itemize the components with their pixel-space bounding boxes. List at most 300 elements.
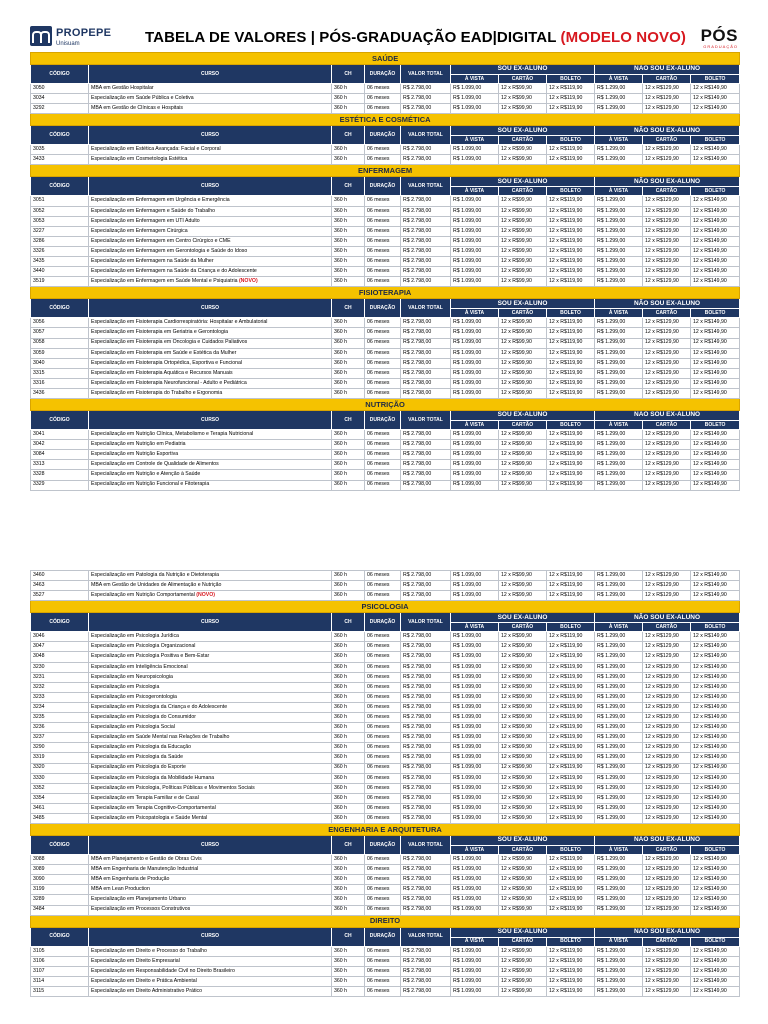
price-ex-cartao: 12 x R$99,90 (499, 388, 547, 398)
course-code: 3114 (31, 976, 89, 986)
price-ch: 360 h (332, 855, 365, 865)
table-row (31, 328, 740, 338)
price-ex-vista: R$ 1.099,00 (451, 378, 499, 388)
table-row (31, 450, 740, 460)
col-cartao: CARTÃO (643, 421, 691, 430)
price-ch: 360 h (332, 773, 365, 783)
section-header (31, 915, 740, 927)
price-ex-boleto: 12 x R$119,90 (547, 733, 595, 743)
col-boleto: BOLETO (691, 136, 740, 145)
price-nao-vista: R$ 1.299,00 (595, 388, 643, 398)
course-name-text: Especialização em Fisioterapia do Trabalho e Ergonomia (91, 389, 223, 396)
course-name (89, 905, 332, 915)
propepe-logo (30, 24, 111, 47)
price-nao-boleto: 12 x R$149,90 (691, 692, 740, 702)
section-title: NUTRIÇÃO (31, 399, 740, 411)
price-duracao: 06 meses (365, 702, 401, 712)
course-name-text: Especialização em Planejamento Urbano (91, 896, 186, 903)
price-ch: 360 h (332, 318, 365, 328)
price-valor-total: R$ 2.798,00 (401, 753, 451, 763)
price-ex-vista: R$ 1.099,00 (451, 855, 499, 865)
section-header (31, 114, 740, 126)
price-ex-boleto: 12 x R$119,90 (547, 450, 595, 460)
price-nao-vista: R$ 1.299,00 (595, 206, 643, 216)
price-ex-boleto: 12 x R$119,90 (547, 895, 595, 905)
price-nao-vista: R$ 1.299,00 (595, 783, 643, 793)
price-ex-vista: R$ 1.099,00 (451, 480, 499, 490)
course-name (89, 642, 332, 652)
course-name (89, 277, 332, 287)
price-valor-total: R$ 2.798,00 (401, 743, 451, 753)
price-nao-boleto: 12 x R$149,90 (691, 571, 740, 581)
price-nao-vista: R$ 1.299,00 (595, 318, 643, 328)
table-row (31, 682, 740, 692)
course-code: 3056 (31, 318, 89, 328)
price-valor-total: R$ 2.798,00 (401, 338, 451, 348)
price-ch: 360 h (332, 257, 365, 267)
price-ex-cartao: 12 x R$99,90 (499, 946, 547, 956)
price-nao-vista: R$ 1.299,00 (595, 226, 643, 236)
table-row (31, 855, 740, 865)
price-valor-total: R$ 2.798,00 (401, 885, 451, 895)
course-code: 3433 (31, 155, 89, 165)
price-ex-cartao: 12 x R$99,90 (499, 430, 547, 440)
price-ex-cartao: 12 x R$99,90 (499, 855, 547, 865)
price-nao-vista: R$ 1.299,00 (595, 581, 643, 591)
course-code: 3485 (31, 813, 89, 823)
col-group-sou-ex-aluno: SOU EX-ALUNO (451, 65, 595, 75)
table-row (31, 803, 740, 813)
price-ex-cartao: 12 x R$99,90 (499, 257, 547, 267)
price-ex-cartao: 12 x R$99,90 (499, 753, 547, 763)
column-header-row (31, 299, 740, 309)
price-ex-cartao: 12 x R$99,90 (499, 318, 547, 328)
price-ex-boleto: 12 x R$119,90 (547, 855, 595, 865)
table-row (31, 905, 740, 915)
price-duracao: 06 meses (365, 713, 401, 723)
course-code: 3234 (31, 702, 89, 712)
price-ch: 360 h (332, 571, 365, 581)
price-ex-cartao: 12 x R$99,90 (499, 196, 547, 206)
course-name-text: MBA em Gestão Hospitalar (91, 84, 154, 91)
col-group-nao-sou-ex-aluno: NÃO SOU EX-ALUNO (595, 299, 740, 309)
price-ex-boleto: 12 x R$119,90 (547, 652, 595, 662)
price-duracao: 06 meses (365, 905, 401, 915)
price-nao-vista: R$ 1.299,00 (595, 246, 643, 256)
course-code: 3059 (31, 348, 89, 358)
price-duracao: 06 meses (365, 966, 401, 976)
table-row (31, 470, 740, 480)
price-nao-boleto: 12 x R$149,90 (691, 206, 740, 216)
price-nao-cartao: 12 x R$129,90 (643, 206, 691, 216)
price-ex-boleto: 12 x R$119,90 (547, 470, 595, 480)
course-code: 3460 (31, 571, 89, 581)
price-ch: 360 h (332, 662, 365, 672)
course-name (89, 246, 332, 256)
col-codigo: CÓDIGO (31, 299, 89, 318)
table-row (31, 94, 740, 104)
price-ex-vista: R$ 1.099,00 (451, 581, 499, 591)
price-nao-cartao: 12 x R$129,90 (643, 763, 691, 773)
price-ex-cartao: 12 x R$99,90 (499, 875, 547, 885)
price-duracao: 06 meses (365, 956, 401, 966)
price-ex-vista: R$ 1.099,00 (451, 348, 499, 358)
price-nao-cartao: 12 x R$129,90 (643, 895, 691, 905)
table-row (31, 692, 740, 702)
price-ex-boleto: 12 x R$119,90 (547, 642, 595, 652)
course-name-text: Especialização em Nutrição Esportiva (91, 451, 179, 458)
course-code: 3235 (31, 713, 89, 723)
pos-logo-sub: GRADUAÇÃO (703, 44, 738, 49)
price-nao-vista: R$ 1.299,00 (595, 440, 643, 450)
course-name-text: Especialização em Controle de Qualidade de Alimentos (91, 461, 219, 468)
price-ex-vista: R$ 1.099,00 (451, 236, 499, 246)
price-ch: 360 h (332, 632, 365, 642)
price-nao-cartao: 12 x R$129,90 (643, 216, 691, 226)
price-duracao: 06 meses (365, 803, 401, 813)
course-name-text: Especialização em Enfermagem Cirúrgica (91, 227, 188, 234)
price-ex-cartao: 12 x R$99,90 (499, 581, 547, 591)
price-duracao: 06 meses (365, 104, 401, 114)
price-ch: 360 h (332, 145, 365, 155)
price-ex-boleto: 12 x R$119,90 (547, 987, 595, 997)
price-ex-cartao: 12 x R$99,90 (499, 328, 547, 338)
course-name-text: MBA em Gestão de Unidades de Alimentação e Nutrição (91, 582, 222, 589)
course-code: 3484 (31, 905, 89, 915)
col-cartao: CARTÃO (643, 75, 691, 84)
col-a-vista: À VISTA (451, 136, 499, 145)
price-ex-boleto: 12 x R$119,90 (547, 591, 595, 601)
price-nao-cartao: 12 x R$129,90 (643, 318, 691, 328)
price-ch: 360 h (332, 763, 365, 773)
price-duracao: 06 meses (365, 591, 401, 601)
col-valor-total: VALOR TOTAL (401, 411, 451, 430)
course-code: 3440 (31, 267, 89, 277)
price-ex-boleto: 12 x R$119,90 (547, 267, 595, 277)
table-row (31, 430, 740, 440)
col-valor-total: VALOR TOTAL (401, 65, 451, 84)
course-name-text: Especialização em Psicologia da Mobilidade Humana (91, 774, 215, 781)
course-code: 3232 (31, 682, 89, 692)
col-group-nao-sou-ex-aluno: NÃO SOU EX-ALUNO (595, 65, 740, 75)
price-ch: 360 h (332, 976, 365, 986)
price-nao-boleto: 12 x R$149,90 (691, 480, 740, 490)
price-nao-boleto: 12 x R$149,90 (691, 733, 740, 743)
col-a-vista: À VISTA (595, 309, 643, 318)
price-nao-cartao: 12 x R$129,90 (643, 246, 691, 256)
price-nao-cartao: 12 x R$129,90 (643, 875, 691, 885)
col-cartao: CARTÃO (499, 937, 547, 946)
table-row (31, 793, 740, 803)
course-name (89, 692, 332, 702)
price-valor-total: R$ 2.798,00 (401, 783, 451, 793)
col-curso: CURSO (89, 613, 332, 632)
price-ch: 360 h (332, 652, 365, 662)
price-ex-vista: R$ 1.099,00 (451, 368, 499, 378)
price-ex-boleto: 12 x R$119,90 (547, 793, 595, 803)
price-ex-vista: R$ 1.099,00 (451, 753, 499, 763)
price-nao-cartao: 12 x R$129,90 (643, 987, 691, 997)
price-nao-vista: R$ 1.299,00 (595, 956, 643, 966)
price-nao-cartao: 12 x R$129,90 (643, 277, 691, 287)
price-nao-vista: R$ 1.299,00 (595, 682, 643, 692)
price-nao-vista: R$ 1.299,00 (595, 813, 643, 823)
price-nao-cartao: 12 x R$129,90 (643, 743, 691, 753)
col-a-vista: À VISTA (595, 846, 643, 855)
price-valor-total: R$ 2.798,00 (401, 632, 451, 642)
price-ex-vista: R$ 1.099,00 (451, 571, 499, 581)
col-group-nao-sou-ex-aluno: NÃO SOU EX-ALUNO (595, 613, 740, 623)
table-row (31, 773, 740, 783)
price-ex-cartao: 12 x R$99,90 (499, 226, 547, 236)
price-nao-boleto: 12 x R$149,90 (691, 470, 740, 480)
price-nao-boleto: 12 x R$149,90 (691, 388, 740, 398)
course-code: 3519 (31, 277, 89, 287)
table-row (31, 743, 740, 753)
section-title: SAÚDE (31, 53, 740, 65)
price-duracao: 06 meses (365, 277, 401, 287)
price-nao-boleto: 12 x R$149,90 (691, 976, 740, 986)
price-nao-cartao: 12 x R$129,90 (643, 236, 691, 246)
price-nao-boleto: 12 x R$149,90 (691, 723, 740, 733)
price-nao-boleto: 12 x R$149,90 (691, 226, 740, 236)
course-name-text: Especialização em Enfermagem em UTI Adulto (91, 217, 200, 224)
price-nao-vista: R$ 1.299,00 (595, 652, 643, 662)
column-header-row (31, 65, 740, 75)
price-valor-total: R$ 2.798,00 (401, 855, 451, 865)
course-code: 3105 (31, 946, 89, 956)
price-ex-vista: R$ 1.099,00 (451, 206, 499, 216)
price-ch: 360 h (332, 895, 365, 905)
table-row (31, 672, 740, 682)
table-row (31, 956, 740, 966)
price-duracao: 06 meses (365, 358, 401, 368)
table-row (31, 480, 740, 490)
price-nao-cartao: 12 x R$129,90 (643, 672, 691, 682)
price-valor-total: R$ 2.798,00 (401, 763, 451, 773)
price-duracao: 06 meses (365, 257, 401, 267)
price-duracao: 06 meses (365, 672, 401, 682)
course-name (89, 155, 332, 165)
table-row (31, 642, 740, 652)
price-ch: 360 h (332, 966, 365, 976)
price-ex-vista: R$ 1.099,00 (451, 813, 499, 823)
course-name (89, 956, 332, 966)
price-nao-cartao: 12 x R$129,90 (643, 702, 691, 712)
price-nao-boleto: 12 x R$149,90 (691, 591, 740, 601)
price-nao-vista: R$ 1.299,00 (595, 966, 643, 976)
column-header-row (31, 126, 740, 136)
course-code: 3052 (31, 206, 89, 216)
price-nao-cartao: 12 x R$129,90 (643, 460, 691, 470)
col-curso: CURSO (89, 299, 332, 318)
price-valor-total: R$ 2.798,00 (401, 378, 451, 388)
price-ex-cartao: 12 x R$99,90 (499, 956, 547, 966)
price-duracao: 06 meses (365, 987, 401, 997)
price-ex-cartao: 12 x R$99,90 (499, 94, 547, 104)
col-duracao: DURAÇÃO (365, 299, 401, 318)
col-ch: CH (332, 177, 365, 196)
course-name-text: Especialização em Fisioterapia Aquática e Recursos Manuais (91, 369, 233, 376)
table-row (31, 246, 740, 256)
price-ex-vista: R$ 1.099,00 (451, 155, 499, 165)
col-duracao: DURAÇÃO (365, 177, 401, 196)
price-nao-cartao: 12 x R$129,90 (643, 338, 691, 348)
price-nao-boleto: 12 x R$149,90 (691, 236, 740, 246)
price-ex-cartao: 12 x R$99,90 (499, 338, 547, 348)
price-valor-total: R$ 2.798,00 (401, 196, 451, 206)
price-ex-vista: R$ 1.099,00 (451, 793, 499, 803)
price-ex-boleto: 12 x R$119,90 (547, 966, 595, 976)
price-nao-vista: R$ 1.299,00 (595, 358, 643, 368)
price-valor-total: R$ 2.798,00 (401, 793, 451, 803)
col-group-nao-sou-ex-aluno: NÃO SOU EX-ALUNO (595, 177, 740, 187)
price-ch: 360 h (332, 743, 365, 753)
price-ch: 360 h (332, 470, 365, 480)
price-duracao: 06 meses (365, 328, 401, 338)
price-nao-boleto: 12 x R$149,90 (691, 430, 740, 440)
price-nao-cartao: 12 x R$129,90 (643, 328, 691, 338)
price-ex-vista: R$ 1.099,00 (451, 966, 499, 976)
table-row (31, 267, 740, 277)
price-ex-vista: R$ 1.099,00 (451, 226, 499, 236)
price-nao-cartao: 12 x R$129,90 (643, 855, 691, 865)
price-nao-boleto: 12 x R$149,90 (691, 885, 740, 895)
price-valor-total: R$ 2.798,00 (401, 368, 451, 378)
price-valor-total: R$ 2.798,00 (401, 723, 451, 733)
price-ch: 360 h (332, 803, 365, 813)
course-name-text: Especialização em Nutrição Comportamental (91, 592, 195, 599)
course-name (89, 318, 332, 328)
price-nao-cartao: 12 x R$129,90 (643, 956, 691, 966)
price-valor-total: R$ 2.798,00 (401, 581, 451, 591)
price-ex-boleto: 12 x R$119,90 (547, 155, 595, 165)
price-ex-vista: R$ 1.099,00 (451, 196, 499, 206)
price-ex-boleto: 12 x R$119,90 (547, 803, 595, 813)
table-row (31, 368, 740, 378)
section-header (31, 601, 740, 613)
price-nao-cartao: 12 x R$129,90 (643, 713, 691, 723)
table-row (31, 440, 740, 450)
price-ex-boleto: 12 x R$119,90 (547, 672, 595, 682)
section-header (31, 287, 740, 299)
price-ex-vista: R$ 1.099,00 (451, 723, 499, 733)
col-codigo: CÓDIGO (31, 836, 89, 855)
price-valor-total: R$ 2.798,00 (401, 450, 451, 460)
price-ch: 360 h (332, 430, 365, 440)
price-nao-vista: R$ 1.299,00 (595, 723, 643, 733)
course-name-text: MBA em Planejamento e Gestão de Obras Civis (91, 856, 202, 862)
price-nao-boleto: 12 x R$149,90 (691, 713, 740, 723)
price-ex-vista: R$ 1.099,00 (451, 885, 499, 895)
course-code: 3057 (31, 328, 89, 338)
price-ex-boleto: 12 x R$119,90 (547, 84, 595, 94)
col-a-vista: À VISTA (451, 421, 499, 430)
price-ch: 360 h (332, 267, 365, 277)
price-nao-vista: R$ 1.299,00 (595, 571, 643, 581)
course-name-text: Especialização em Enfermagem em Urgência e Emergência (91, 197, 230, 204)
col-curso: CURSO (89, 927, 332, 946)
table-row (31, 662, 740, 672)
price-nao-cartao: 12 x R$129,90 (643, 966, 691, 976)
col-a-vista: À VISTA (451, 623, 499, 632)
price-nao-vista: R$ 1.299,00 (595, 257, 643, 267)
col-cartao: CARTÃO (499, 75, 547, 84)
price-nao-boleto: 12 x R$149,90 (691, 702, 740, 712)
price-ex-boleto: 12 x R$119,90 (547, 206, 595, 216)
price-nao-vista: R$ 1.299,00 (595, 733, 643, 743)
price-duracao: 06 meses (365, 723, 401, 733)
price-nao-cartao: 12 x R$129,90 (643, 632, 691, 642)
course-name-text: Especialização em Estética Avançada: Facial e Corporal (91, 146, 221, 153)
course-name-text: Especialização em Direito e Processo do Trabalho (91, 947, 207, 954)
price-ex-vista: R$ 1.099,00 (451, 591, 499, 601)
col-curso: CURSO (89, 126, 332, 145)
course-name (89, 94, 332, 104)
price-ex-cartao: 12 x R$99,90 (499, 793, 547, 803)
course-name-text: Especialização em Psicologia (91, 683, 160, 690)
col-a-vista: À VISTA (451, 846, 499, 855)
price-nao-cartao: 12 x R$129,90 (643, 692, 691, 702)
col-ch: CH (332, 411, 365, 430)
price-ex-vista: R$ 1.099,00 (451, 956, 499, 966)
price-duracao: 06 meses (365, 267, 401, 277)
price-duracao: 06 meses (365, 813, 401, 823)
table-row (31, 226, 740, 236)
course-code: 3106 (31, 956, 89, 966)
price-ch: 360 h (332, 813, 365, 823)
course-code: 3286 (31, 236, 89, 246)
course-code: 3316 (31, 378, 89, 388)
price-ex-boleto: 12 x R$119,90 (547, 813, 595, 823)
course-name-text: Especialização em Enfermagem na Saúde da Criança e do Adolescente (91, 268, 257, 275)
price-duracao: 06 meses (365, 318, 401, 328)
price-ex-vista: R$ 1.099,00 (451, 662, 499, 672)
price-ch: 360 h (332, 338, 365, 348)
price-ex-vista: R$ 1.099,00 (451, 905, 499, 915)
course-name (89, 632, 332, 642)
price-valor-total: R$ 2.798,00 (401, 692, 451, 702)
price-ex-cartao: 12 x R$99,90 (499, 652, 547, 662)
price-valor-total: R$ 2.798,00 (401, 226, 451, 236)
novo-badge: (NOVO) (196, 592, 215, 599)
table-row (31, 84, 740, 94)
price-nao-cartao: 12 x R$129,90 (643, 388, 691, 398)
price-nao-boleto: 12 x R$149,90 (691, 905, 740, 915)
price-valor-total: R$ 2.798,00 (401, 145, 451, 155)
price-nao-vista: R$ 1.299,00 (595, 855, 643, 865)
price-duracao: 06 meses (365, 378, 401, 388)
price-nao-vista: R$ 1.299,00 (595, 470, 643, 480)
course-code: 3115 (31, 987, 89, 997)
price-duracao: 06 meses (365, 460, 401, 470)
col-cartao: CARTÃO (499, 846, 547, 855)
price-ex-boleto: 12 x R$119,90 (547, 875, 595, 885)
price-ex-boleto: 12 x R$119,90 (547, 713, 595, 723)
col-codigo: CÓDIGO (31, 927, 89, 946)
table-row (31, 206, 740, 216)
course-name-text: Especialização em Fisioterapia em Oncologia e Cuidados Paliativos (91, 339, 248, 346)
course-name-text: Especialização em Psicologia Positiva e Bem-Estar (91, 653, 210, 660)
col-a-vista: À VISTA (595, 136, 643, 145)
price-ex-cartao: 12 x R$99,90 (499, 84, 547, 94)
price-ex-boleto: 12 x R$119,90 (547, 226, 595, 236)
table-row (31, 895, 740, 905)
course-name (89, 378, 332, 388)
col-a-vista: À VISTA (595, 937, 643, 946)
course-code: 3461 (31, 803, 89, 813)
price-nao-boleto: 12 x R$149,90 (691, 966, 740, 976)
